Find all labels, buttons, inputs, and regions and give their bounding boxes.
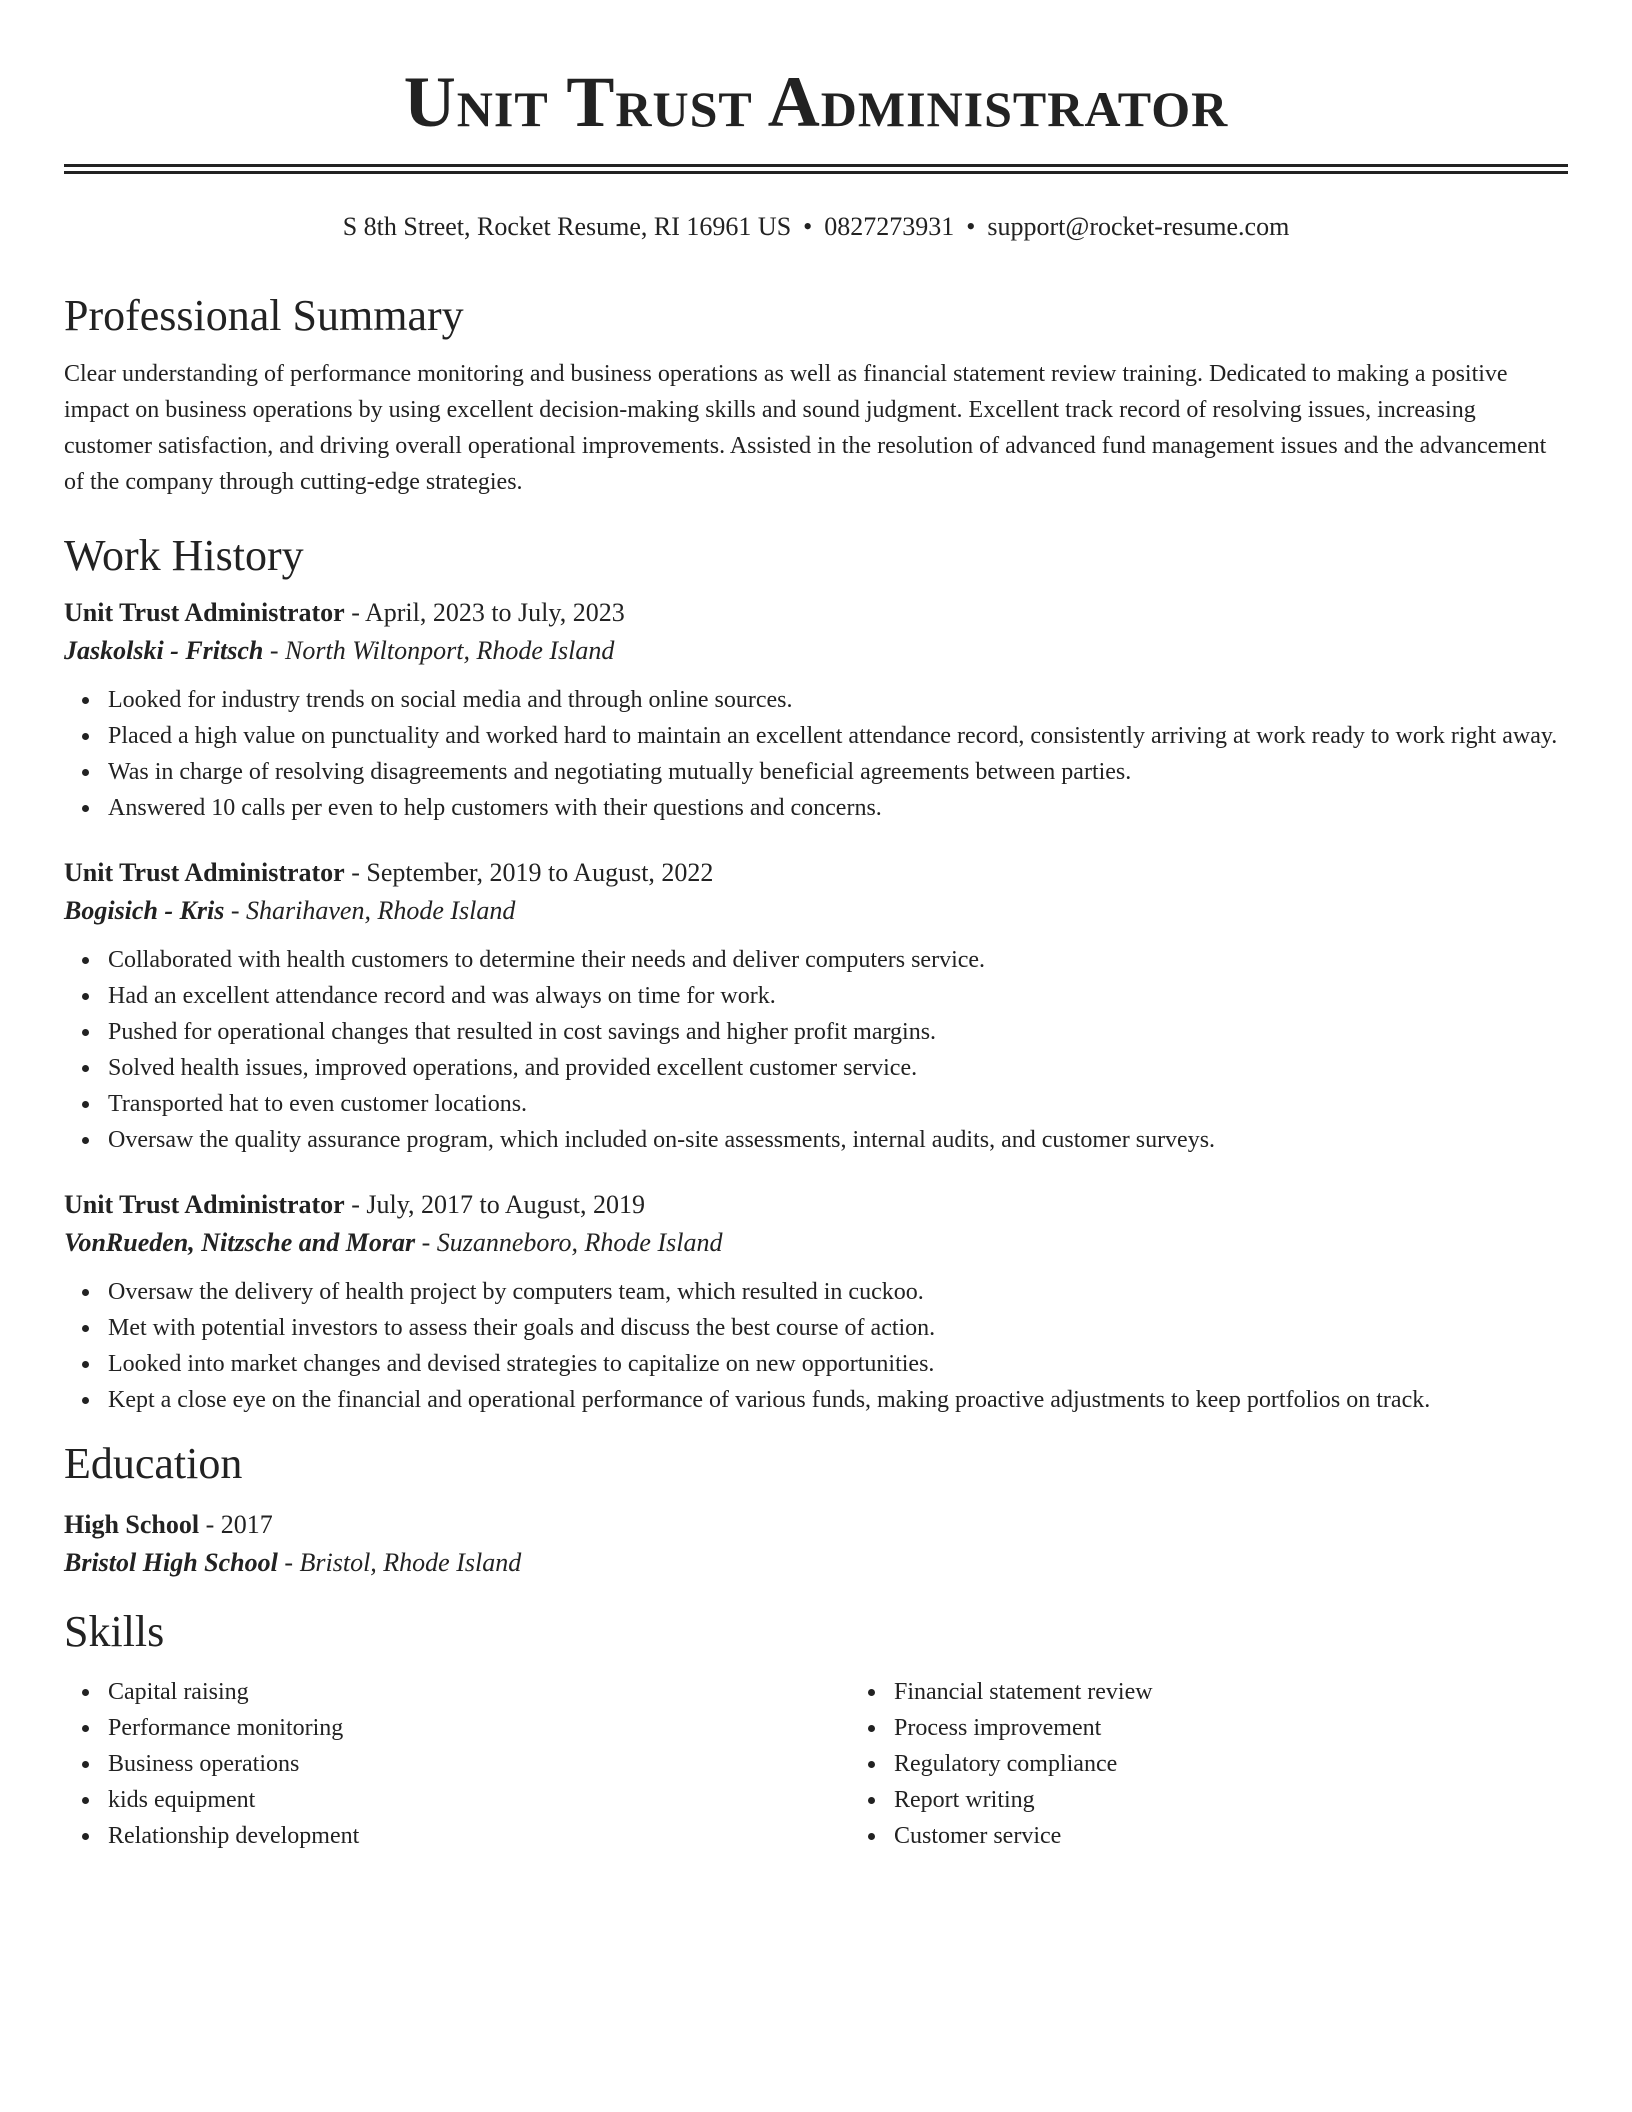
list-item: Placed a high value on punctuality and worked hard to maintain an excellent attendance record, consistently arriving at work ready to work right away. bbox=[108, 718, 1568, 754]
job-bullets bbox=[64, 942, 1568, 1158]
job-entry bbox=[64, 1186, 1568, 1418]
education-heading bbox=[64, 1506, 1568, 1544]
skill-item: Relationship development bbox=[108, 1818, 850, 1854]
skill-item: Capital raising bbox=[108, 1674, 850, 1710]
education-location: - Bristol, Rhode Island bbox=[277, 1548, 522, 1577]
skill-item: Business operations bbox=[108, 1746, 850, 1782]
list-item: Solved health issues, improved operations, and provided excellent customer service. bbox=[108, 1050, 1568, 1086]
list-item: Was in charge of resolving disagreements and negotiating mutually beneficial agreements between parties. bbox=[108, 754, 1568, 790]
skill-item: Financial statement review bbox=[894, 1674, 1632, 1710]
job-bullets bbox=[64, 682, 1568, 826]
list-item: Collaborated with health customers to determine their needs and deliver computers service. bbox=[108, 942, 1568, 978]
job-company: Jaskolski - Fritsch bbox=[64, 636, 264, 665]
job-company: Bogisich - Kris bbox=[64, 896, 225, 925]
job-role: Unit Trust Administrator bbox=[64, 598, 345, 627]
list-item: Answered 10 calls per even to help customers with their questions and concerns. bbox=[108, 790, 1568, 826]
summary-text: Clear understanding of performance monitoring and business operations as well as financial statement review training. Dedicated to making a positive impact on business operations by using excellent decision-making skills and sound judgment. Excellent track record of resolving issues, increasing customer satisfaction, and driving overall operational improvements. Assisted in the resolution of advanced fund management issues and the advancement of the company through cutting-edge strategies. bbox=[64, 361, 1547, 495]
job-heading bbox=[64, 1186, 1568, 1224]
skill-item: Customer service bbox=[894, 1818, 1632, 1854]
resume-title: Unit Trust Administrator bbox=[403, 62, 1229, 142]
job-entry bbox=[64, 594, 1568, 826]
job-location: - North Wiltonport, Rhode Island bbox=[263, 636, 615, 665]
job-role: Unit Trust Administrator bbox=[64, 858, 345, 887]
section-title-education: Education bbox=[64, 1439, 243, 1488]
list-item: Kept a close eye on the financial and operational performance of various funds, making proactive adjustments to keep portfolios on track. bbox=[108, 1382, 1568, 1418]
skills-list-right bbox=[850, 1674, 1632, 1854]
list-item: Oversaw the delivery of health project by computers team, which resulted in cuckoo. bbox=[108, 1274, 1568, 1310]
skill-item: Process improvement bbox=[894, 1710, 1632, 1746]
job-dates: - July, 2017 to August, 2019 bbox=[344, 1190, 645, 1219]
contact-email: support@rocket-resume.com bbox=[987, 212, 1290, 241]
job-company-line bbox=[64, 632, 1568, 670]
job-dates: - April, 2023 to July, 2023 bbox=[344, 598, 625, 627]
list-item: Had an excellent attendance record and was always on time for work. bbox=[108, 978, 1568, 1014]
skill-item: Performance monitoring bbox=[108, 1710, 850, 1746]
education-year: - 2017 bbox=[199, 1510, 273, 1539]
skill-item: kids equipment bbox=[108, 1782, 850, 1818]
skills-list-left bbox=[64, 1674, 850, 1854]
list-item: Pushed for operational changes that resulted in cost savings and higher profit margins. bbox=[108, 1014, 1568, 1050]
job-company-line bbox=[64, 892, 1568, 930]
job-company-line bbox=[64, 1224, 1568, 1262]
section-title-skills: Skills bbox=[64, 1607, 165, 1656]
job-role: Unit Trust Administrator bbox=[64, 1190, 345, 1219]
education-school-line bbox=[64, 1544, 1568, 1582]
contact-address: S 8th Street, Rocket Resume, RI 16961 US bbox=[342, 212, 792, 241]
contact-line bbox=[64, 210, 1568, 244]
title-divider bbox=[64, 164, 1568, 174]
contact-separator: • bbox=[966, 212, 976, 241]
section-title-work: Work History bbox=[64, 531, 304, 580]
contact-phone: 0827273931 bbox=[824, 212, 955, 241]
skills-grid bbox=[64, 1674, 1568, 1854]
job-heading bbox=[64, 594, 1568, 632]
education-entry bbox=[64, 1506, 1568, 1582]
skill-item: Report writing bbox=[894, 1782, 1632, 1818]
job-company: VonRueden, Nitzsche and Morar bbox=[64, 1228, 416, 1257]
list-item: Looked into market changes and devised strategies to capitalize on new opportunities. bbox=[108, 1346, 1568, 1382]
job-bullets bbox=[64, 1274, 1568, 1418]
list-item: Oversaw the quality assurance program, which included on-site assessments, internal audits, and customer surveys. bbox=[108, 1122, 1568, 1158]
job-entry bbox=[64, 854, 1568, 1158]
list-item: Met with potential investors to assess their goals and discuss the best course of action. bbox=[108, 1310, 1568, 1346]
job-location: - Suzanneboro, Rhode Island bbox=[415, 1228, 723, 1257]
job-heading bbox=[64, 854, 1568, 892]
skill-item: Regulatory compliance bbox=[894, 1746, 1632, 1782]
list-item: Looked for industry trends on social media and through online sources. bbox=[108, 682, 1568, 718]
education-school: Bristol High School bbox=[64, 1548, 278, 1577]
education-degree: High School bbox=[64, 1510, 200, 1539]
job-location: - Sharihaven, Rhode Island bbox=[224, 896, 516, 925]
list-item: Transported hat to even customer locations. bbox=[108, 1086, 1568, 1122]
section-title-summary: Professional Summary bbox=[64, 291, 464, 340]
contact-separator: • bbox=[803, 212, 813, 241]
job-dates: - September, 2019 to August, 2022 bbox=[344, 858, 714, 887]
